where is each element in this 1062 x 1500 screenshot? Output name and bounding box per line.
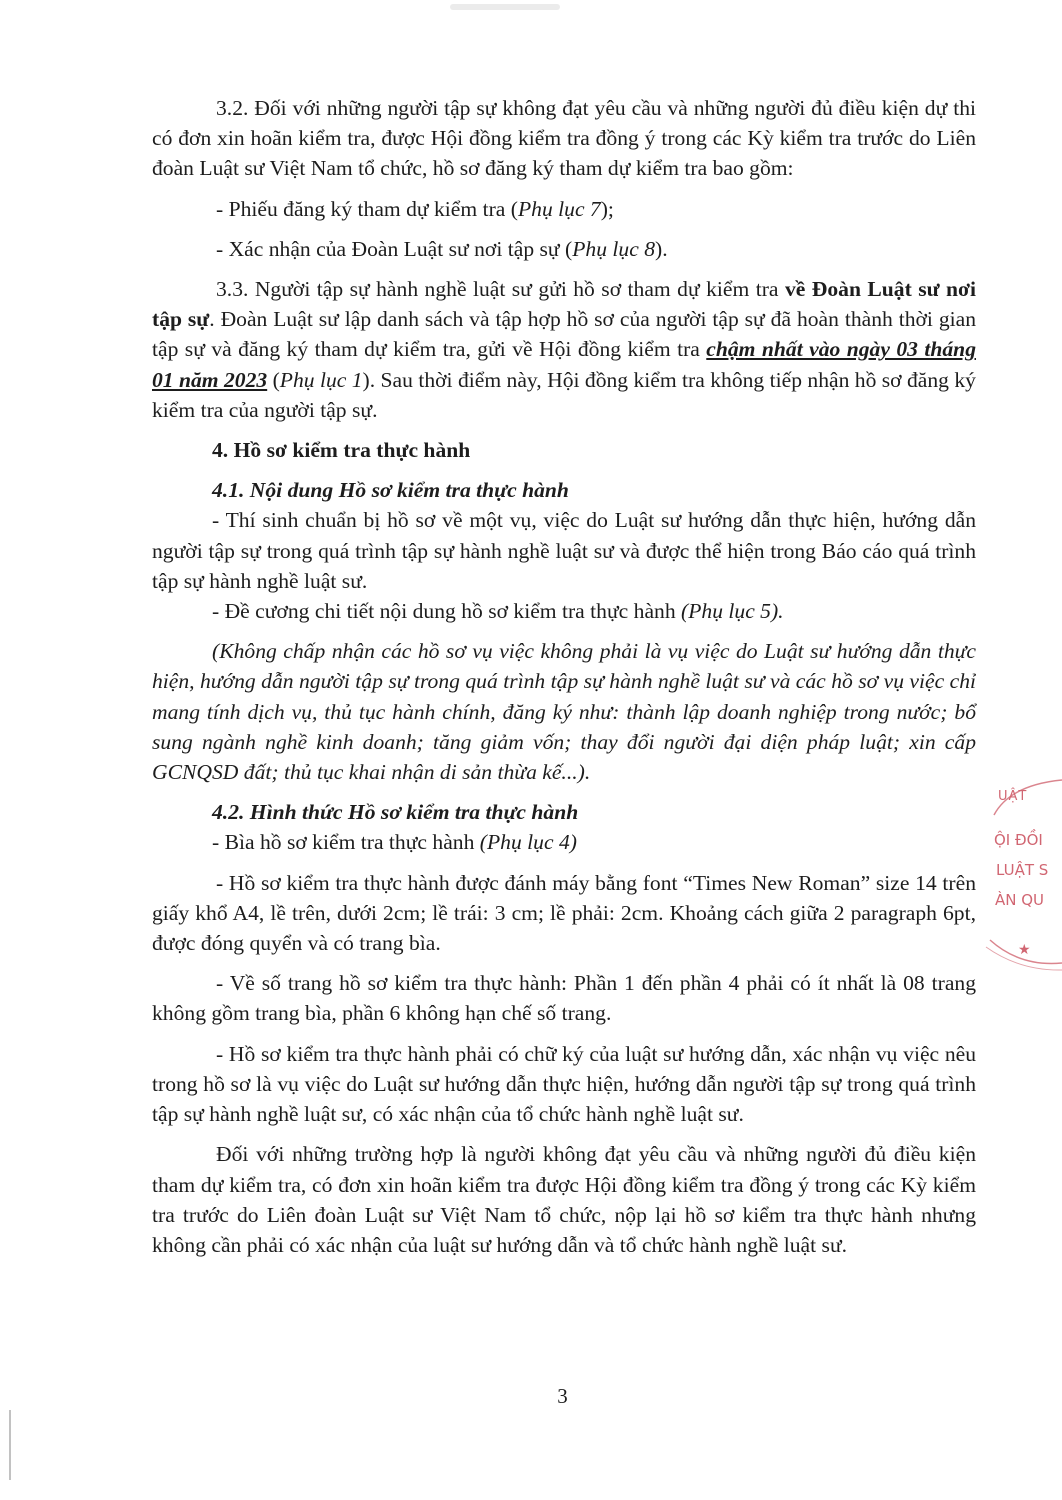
paragraph-text: . Đoàn Luật sư lập danh sách và tập hợp hồ sơ của người tập sự đã hoàn thành thời gian tập sự và đăng ký tham dự kiểm tra, gửi về Hội đồng kiểm tra [152,307,976,362]
item-text: ); [600,196,614,221]
page-number: 3 [557,1384,568,1408]
seal-star-icon: ★ [1018,942,1031,958]
item-4-2-so-trang: - Về số trang hồ sơ kiểm tra thực hành: Phần 1 đến phần 4 phải có ít nhất là 08 trang không gồm trang bìa, phần 6 không hạn chế số trang. [152,971,976,1026]
red-seal-stamp [980,775,1062,975]
appendix-reference: Phụ lục 8 [572,236,655,261]
item-text: - Bìa hồ sơ kiểm tra thực hành [212,830,480,855]
seal-text: LUẬT S [996,861,1049,879]
seal-text: ỘI ĐỒI [994,831,1043,849]
document-body [152,93,976,1260]
item-phieu-dang-ky [152,194,976,224]
seal-text: ÀN QU [995,891,1045,909]
scan-artifact-left [9,1410,11,1480]
deadline-text: chậm nhất vào ngày 03 tháng 01 năm 2023 [152,337,976,392]
appendix-reference: Phụ lục 7 [517,196,601,221]
paragraph-3-2-text: 3.2. Đối với những người tập sự không đạt yêu cầu và những người đủ điều kiện dự thi có đơn xin hoãn kiểm tra, được Hội đồng kiểm tra đồng ý trong các Kỳ kiểm tra trước do Liên đoàn Luật sư Việt Nam tổ chức, hồ sơ đăng ký tham dự kiểm tra bao gồm: [152,96,976,181]
paragraph-3-3 [152,274,976,425]
paragraph-text: ). Sau thời điểm này, Hội đồng kiểm tra không tiếp nhận hồ sơ đăng ký kiểm tra của người tập sự. [152,367,976,422]
paragraph-3-2 [152,93,976,184]
paragraph-text: ( [267,367,280,392]
item-text: - Phiếu đăng ký tham dự kiểm tra ( [216,196,518,221]
item-text: - Xác nhận của Đoàn Luật sư nơi tập sự ( [216,236,573,261]
item-4-1-noi-dung: - Thí sinh chuẩn bị hồ sơ về một vụ, việc do Luật sư hướng dẫn thực hiện, hướng dẫn người tập sự trong quá trình tập sự hành nghề luật sư và được thể hiện trong Báo cáo quá trình tập sự hành nghề luật sư. [152,508,976,593]
paragraph-doi-voi: Đối với những trường hợp là người không đạt yêu cầu và những người đủ điều kiện tham dự kiểm tra, có đơn xin hoãn kiểm tra được Hội đồng kiểm tra đồng ý trong các Kỳ kiểm tra trước do Liên đoàn Luật sư Việt Nam tổ chức, nộp lại hồ sơ kiểm tra thực hành nhưng không cần phải có xác nhận của luật sư hướng dẫn và tổ chức hành nghề luật sư. [152,1142,976,1257]
item-4-2-chu-ky: - Hồ sơ kiểm tra thực hành phải có chữ ký của luật sư hướng dẫn, xác nhận vụ việc nêu trong hồ sơ là vụ việc do Luật sư hướng dẫn thực hiện, hướng dẫn người tập sự trong quá trình tập sự hành nghề luật sư, có xác nhận của tổ chức hành nghề luật sư. [152,1041,976,1127]
item-4-2-font: - Hồ sơ kiểm tra thực hành được đánh máy bằng font “Times New Roman” size 14 trên giấy khổ A4, lề trên, dưới 2cm; lề trái: 3 cm; lề phải: 2cm. Khoảng cách giữa 2 paragraph 6pt, được đóng quyển và có trang bìa. [152,870,976,956]
appendix-reference: Phụ lục 1 [279,367,363,392]
paragraph-text: 3.3. Người tập sự hành nghề luật sư gửi hồ sơ tham dự kiểm tra [216,277,785,302]
item-xac-nhan [152,234,976,264]
item-4-1-de-cuong [152,596,976,626]
appendix-reference: (Phụ lục 4) [479,830,577,855]
note-khong-chap-nhan: (Không chấp nhận các hồ sơ vụ việc không phải là vụ việc do Luật sư hướng dẫn thực hiện, hướng dẫn người tập sự trong quá trình tập sự hành nghề luật sư và các hồ sơ vụ việc chỉ mang tính dịch vụ, thủ tục hành chính, đăng ký như: thành lập doanh nghiệp trong nước; bổ sung ngành nghề kinh doanh; tăng giảm vốn; thay đổi người đại diện pháp luật; xin cấp GCNQSD đất; thủ tục khai nhận di sản thừa kế...). [152,639,976,785]
item-text: - Đề cương chi tiết nội dung hồ sơ kiểm tra thực hành [212,599,682,624]
section-4-heading: 4. Hồ sơ kiểm tra thực hành [212,438,471,463]
item-4-2-bia [152,827,976,857]
appendix-reference: (Phụ lục 5). [681,599,784,624]
item-text: ). [655,236,668,261]
subsection-4-2-heading: 4.2. Hình thức Hồ sơ kiểm tra thực hành [212,800,579,825]
seal-text: UẬT [998,789,1028,804]
subsection-4-1-heading: 4.1. Nội dung Hồ sơ kiểm tra thực hành [212,478,569,503]
emphasis-text: về Đoàn Luật sư nơi tập sự [152,277,976,332]
scan-artifact-top [450,4,560,10]
